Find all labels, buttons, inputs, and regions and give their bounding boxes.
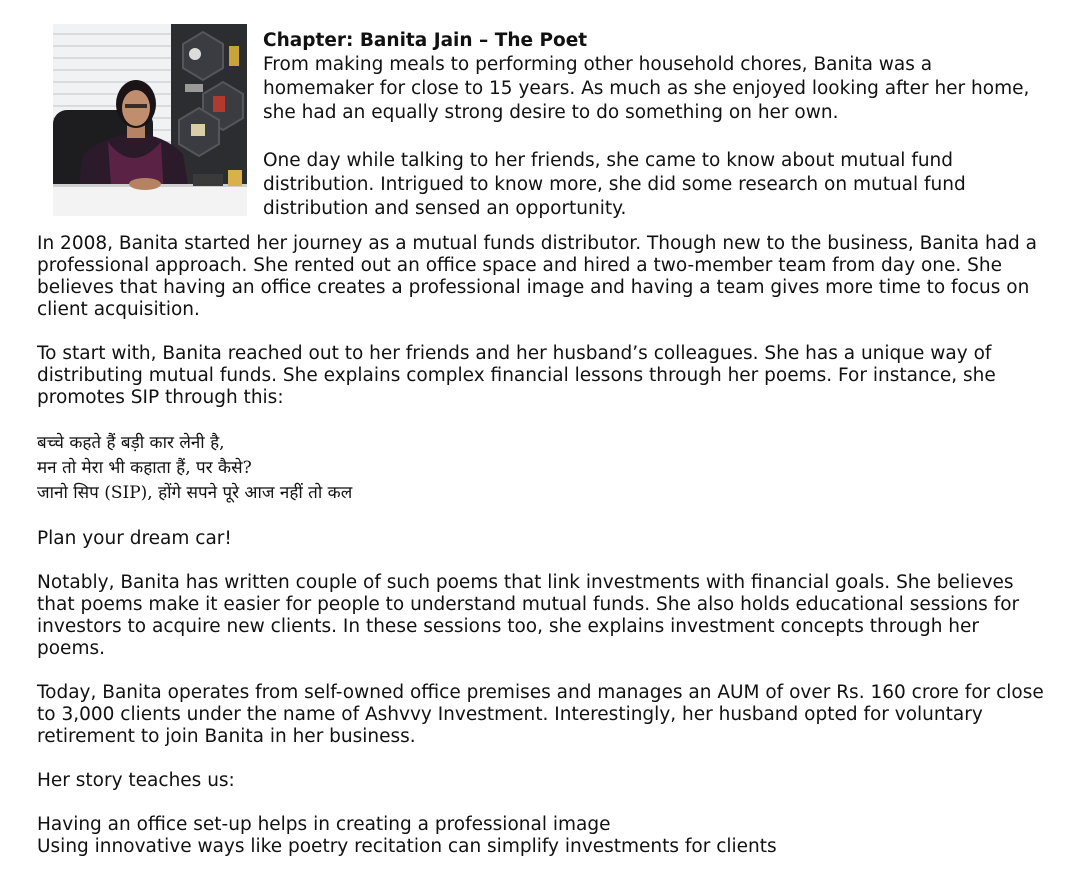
poem-line: मन तो मेरा भी कहाता हैं, पर कैसे? xyxy=(37,458,252,478)
intro-paragraph-1: From making meals to performing other household chores, Banita was a homemaker for close to 15 years. As much as she enjoyed looking after her home, she had an equally strong desire to do something on her own. xyxy=(263,54,1030,123)
paragraph-poems: Notably, Banita has written couple of such poems that link investments with financial goals. She believes that poems make it easier for people to understand mutual funds. She also holds educational sessions for investors to acquire new clients. In these sessions too, she explains investment concepts through her poems. xyxy=(37,572,1020,659)
lesson-item: Having an office set-up helps in creating a professional image xyxy=(37,814,611,835)
hindi-poem xyxy=(37,431,1052,506)
paragraph-approach: To start with, Banita reached out to her friends and her husband’s colleagues. She has a unique way of distributing mutual funds. She explains complex financial lessons through her poems. For instance, she promotes SIP through this: xyxy=(37,343,996,408)
paragraph-today: Today, Banita operates from self-owned office premises and manages an AUM of over Rs. 160 crore for close to 3,000 clients under the name of Ashvvy Investment. Interestingly, her husband opted for voluntary retirement to join Banita in her business. xyxy=(37,682,1044,747)
story-body xyxy=(37,233,1052,858)
lesson-item: Using innovative ways like poetry recitation can simplify investments for clients xyxy=(37,836,777,857)
poem-line: जानो सिप (SIP), होंगे सपने पूरे आज नहीं तो कल xyxy=(37,483,353,503)
chapter-title: Chapter: Banita Jain – The Poet xyxy=(263,30,588,51)
portrait-photo xyxy=(53,24,247,216)
intro-paragraph-2: One day while talking to her friends, she came to know about mutual fund distribution. Intrigued to know more, she did some research on mutual fund distribution and sensed an opportunity. xyxy=(263,150,966,219)
paragraph-journey: In 2008, Banita started her journey as a mutual funds distributor. Though new to the business, Banita had a professional approach. She rented out an office space and hired a two-member team from day one. She believes that having an office creates a professional image and having a team gives more time to focus on client acquisition. xyxy=(37,233,1037,320)
poem-caption: Plan your dream car! xyxy=(37,528,232,549)
portrait-illustration xyxy=(53,24,247,216)
lesson-heading: Her story teaches us: xyxy=(37,770,235,791)
intro-section xyxy=(263,29,1043,221)
poem-line: बच्चे कहते हैं बड़ी कार लेनी है, xyxy=(37,433,225,453)
